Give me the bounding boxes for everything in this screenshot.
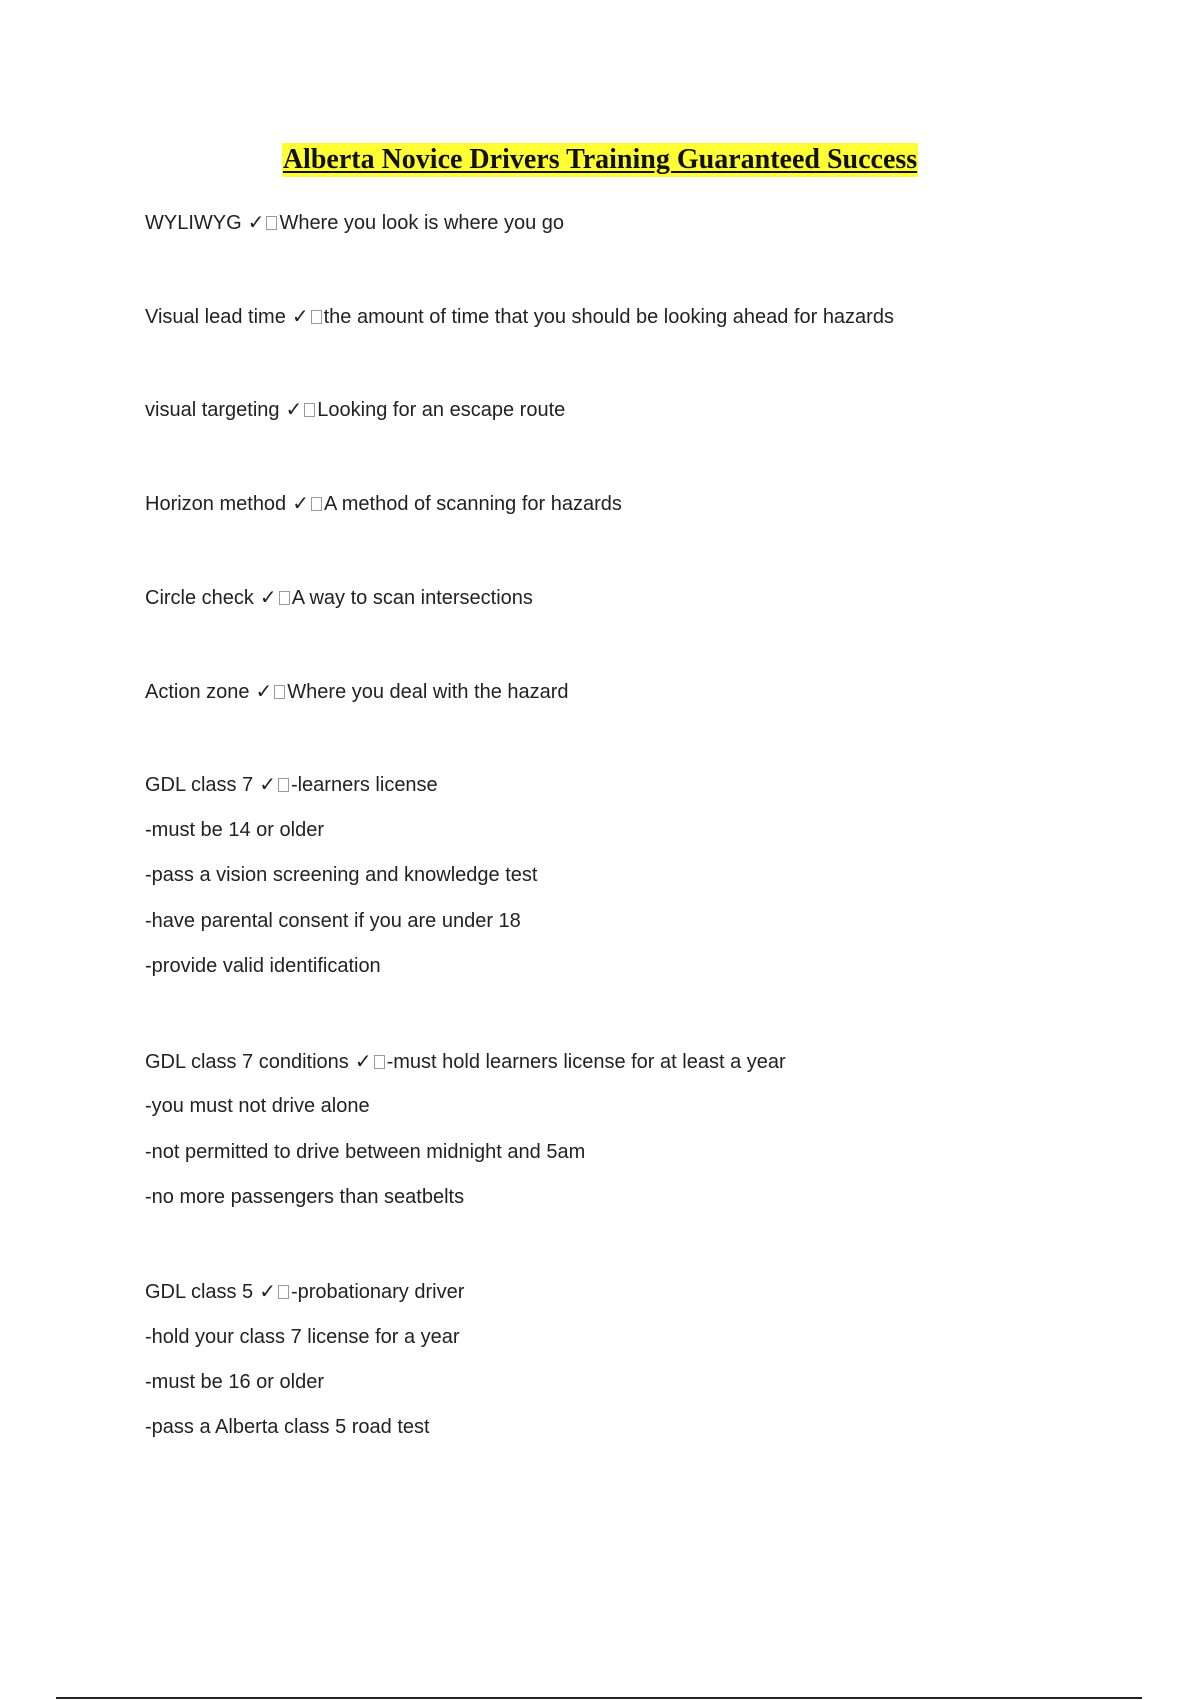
entry-definition: Where you deal with the hazard [287,681,569,703]
entry-definition: Looking for an escape route [317,399,566,421]
missing-glyph-box-icon [311,310,322,324]
entry-detail-line: -have parental consent if you are under 18 [145,910,521,932]
checkmark-icon: ✓ [292,491,309,515]
checkmark-icon: ✓ [259,1279,276,1303]
entry-detail-line: -provide valid identification [145,955,381,977]
entry-definition: -learners license [290,774,438,796]
entry-horizon-method [145,490,622,517]
entry-term: Horizon method [145,493,287,515]
title-container [0,143,1200,177]
checkmark-icon: ✓ [354,1049,372,1073]
entry-gdl-class-7-conditions [145,1048,786,1075]
missing-glyph-box-icon [274,685,285,699]
entry-definition: -must hold learners license for at least a year [386,1051,786,1073]
entry-wyliwyg [145,209,564,236]
checkmark-icon: ✓ [291,304,309,328]
missing-glyph-box-icon [278,778,289,792]
entry-definition: A method of scanning for hazards [323,493,622,515]
entry-term: WYLIWYG [145,212,242,234]
entry-action-zone [145,678,569,705]
missing-glyph-box-icon [304,403,315,417]
entry-term: Circle check [145,587,254,609]
footer-rule [56,1697,1142,1699]
entry-detail-line: -pass a Alberta class 5 road test [145,1416,430,1438]
entry-detail-line: -not permitted to drive between midnight and 5am [145,1141,586,1163]
checkmark-icon: ✓ [247,210,265,234]
entry-definition: Where you look is where you go [279,212,565,234]
entry-visual-lead-time [145,303,894,330]
entry-detail-line: -must be 16 or older [145,1371,324,1393]
entry-term: GDL class 7 [145,774,254,796]
entry-definition: A way to scan intersections [291,587,533,609]
entry-visual-targeting [145,396,565,423]
entry-detail-line: -pass a vision screening and knowledge test [145,864,538,886]
checkmark-icon: ✓ [259,585,277,609]
entry-term: GDL class 7 conditions [145,1051,349,1073]
entry-detail-line: -no more passengers than seatbelts [145,1186,465,1208]
entry-term: Visual lead time [145,306,286,328]
entry-definition: the amount of time that you should be looking ahead for hazards [323,306,894,328]
missing-glyph-box-icon [278,1285,289,1299]
entry-definition: -probationary driver [290,1281,465,1303]
checkmark-icon: ✓ [255,679,273,703]
entry-circle-check [145,584,533,611]
document-title: Alberta Novice Drivers Training Guaranteed Success [282,144,918,175]
entry-detail-line: -must be 14 or older [145,819,324,841]
missing-glyph-box-icon [311,497,322,511]
entry-gdl-class-5 [145,1278,464,1305]
missing-glyph-box-icon [279,591,290,605]
missing-glyph-box-icon [374,1055,385,1069]
missing-glyph-box-icon [266,216,277,230]
entry-detail-line: -you must not drive alone [145,1095,370,1117]
entry-term: GDL class 5 [145,1281,254,1303]
entry-term: Action zone [145,681,250,703]
entry-detail-line: -hold your class 7 license for a year [145,1326,460,1348]
entry-term: visual targeting [145,399,280,421]
checkmark-icon: ✓ [285,397,303,421]
checkmark-icon: ✓ [259,772,276,796]
entry-gdl-class-7 [145,771,438,798]
